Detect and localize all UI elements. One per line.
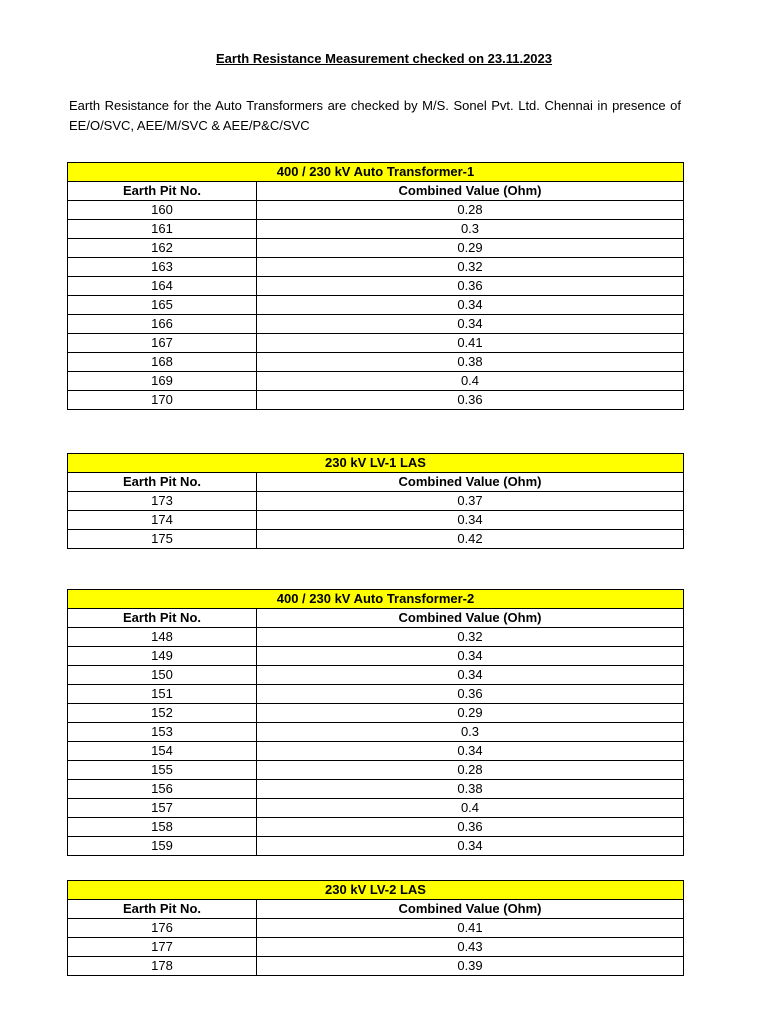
earth-pit-cell: 175 (68, 530, 257, 549)
table-row (68, 957, 684, 976)
table-row (68, 938, 684, 957)
table-row (68, 239, 684, 258)
table-row (68, 492, 684, 511)
combined-value-cell: 0.3 (257, 220, 684, 239)
table-row (68, 277, 684, 296)
table-header-row (68, 900, 684, 919)
combined-value-cell: 0.36 (257, 818, 684, 837)
earth-pit-cell: 158 (68, 818, 257, 837)
earth-pit-cell: 168 (68, 353, 257, 372)
combined-value-cell: 0.38 (257, 353, 684, 372)
earth-pit-cell: 148 (68, 628, 257, 647)
earth-pit-header: Earth Pit No. (68, 182, 257, 201)
earth-pit-cell: 152 (68, 704, 257, 723)
earth-pit-cell: 173 (68, 492, 257, 511)
combined-value-cell: 0.4 (257, 372, 684, 391)
measurement-table (67, 162, 684, 410)
combined-value-header: Combined Value (Ohm) (257, 609, 684, 628)
combined-value-cell: 0.34 (257, 837, 684, 856)
earth-pit-cell: 155 (68, 761, 257, 780)
table-row (68, 723, 684, 742)
combined-value-cell: 0.32 (257, 628, 684, 647)
combined-value-cell: 0.34 (257, 296, 684, 315)
table-row (68, 919, 684, 938)
earth-pit-cell: 154 (68, 742, 257, 761)
earth-pit-cell: 177 (68, 938, 257, 957)
table-header-row (68, 609, 684, 628)
table-row (68, 685, 684, 704)
earth-pit-cell: 178 (68, 957, 257, 976)
earth-pit-header: Earth Pit No. (68, 473, 257, 492)
table-caption-row (68, 590, 684, 609)
combined-value-cell: 0.42 (257, 530, 684, 549)
combined-value-header: Combined Value (Ohm) (257, 900, 684, 919)
combined-value-cell: 0.37 (257, 492, 684, 511)
earth-pit-header: Earth Pit No. (68, 609, 257, 628)
earth-pit-cell: 149 (68, 647, 257, 666)
earth-pit-cell: 167 (68, 334, 257, 353)
earth-pit-cell: 162 (68, 239, 257, 258)
table-row (68, 511, 684, 530)
table-row (68, 666, 684, 685)
earth-pit-cell: 150 (68, 666, 257, 685)
earth-pit-cell: 165 (68, 296, 257, 315)
combined-value-header: Combined Value (Ohm) (257, 182, 684, 201)
combined-value-cell: 0.41 (257, 334, 684, 353)
combined-value-cell: 0.43 (257, 938, 684, 957)
earth-pit-cell: 160 (68, 201, 257, 220)
combined-value-cell: 0.28 (257, 201, 684, 220)
combined-value-cell: 0.32 (257, 258, 684, 277)
table-caption: 230 kV LV-2 LAS (68, 881, 684, 900)
page-title: Earth Resistance Measurement checked on 23.11.2023 (215, 51, 552, 66)
earth-pit-cell: 151 (68, 685, 257, 704)
table-row (68, 258, 684, 277)
earth-pit-cell: 163 (68, 258, 257, 277)
earth-pit-cell: 166 (68, 315, 257, 334)
combined-value-cell: 0.34 (257, 315, 684, 334)
table-row (68, 353, 684, 372)
earth-pit-cell: 159 (68, 837, 257, 856)
measurement-table (67, 589, 684, 856)
combined-value-cell: 0.4 (257, 799, 684, 818)
combined-value-header: Combined Value (Ohm) (257, 473, 684, 492)
earth-pit-cell: 157 (68, 799, 257, 818)
earth-pit-cell: 170 (68, 391, 257, 410)
table-caption: 230 kV LV-1 LAS (68, 454, 684, 473)
combined-value-cell: 0.38 (257, 780, 684, 799)
table-row (68, 837, 684, 856)
combined-value-cell: 0.28 (257, 761, 684, 780)
combined-value-cell: 0.29 (257, 239, 684, 258)
earth-pit-cell: 153 (68, 723, 257, 742)
combined-value-cell: 0.41 (257, 919, 684, 938)
table-row (68, 220, 684, 239)
table-row (68, 818, 684, 837)
combined-value-cell: 0.3 (257, 723, 684, 742)
earth-pit-cell: 174 (68, 511, 257, 530)
earth-pit-cell: 176 (68, 919, 257, 938)
earth-pit-cell: 169 (68, 372, 257, 391)
table-row (68, 530, 684, 549)
combined-value-cell: 0.34 (257, 666, 684, 685)
intro-paragraph: Earth Resistance for the Auto Transformers are checked by M/S. Sonel Pvt. Ltd. Chennai in presence of EE/O/SVC, AEE/M/SVC & AEE/P&C/SVC (69, 98, 681, 133)
combined-value-cell: 0.29 (257, 704, 684, 723)
table-row (68, 315, 684, 334)
combined-value-cell: 0.39 (257, 957, 684, 976)
measurement-table (67, 880, 684, 976)
table-row (68, 296, 684, 315)
combined-value-cell: 0.34 (257, 511, 684, 530)
combined-value-cell: 0.36 (257, 277, 684, 296)
table-row (68, 201, 684, 220)
table-row (68, 704, 684, 723)
table-row (68, 647, 684, 666)
table-caption: 400 / 230 kV Auto Transformer-1 (68, 163, 684, 182)
table-caption: 400 / 230 kV Auto Transformer-2 (68, 590, 684, 609)
combined-value-cell: 0.36 (257, 391, 684, 410)
table-header-row (68, 182, 684, 201)
table-caption-row (68, 881, 684, 900)
table-row (68, 334, 684, 353)
table-row (68, 391, 684, 410)
table-caption-row (68, 163, 684, 182)
table-caption-row (68, 454, 684, 473)
earth-pit-cell: 161 (68, 220, 257, 239)
combined-value-cell: 0.34 (257, 742, 684, 761)
earth-pit-header: Earth Pit No. (68, 900, 257, 919)
combined-value-cell: 0.36 (257, 685, 684, 704)
table-row (68, 780, 684, 799)
table-row (68, 799, 684, 818)
table-header-row (68, 473, 684, 492)
earth-pit-cell: 164 (68, 277, 257, 296)
table-row (68, 628, 684, 647)
earth-pit-cell: 156 (68, 780, 257, 799)
combined-value-cell: 0.34 (257, 647, 684, 666)
measurement-table (67, 453, 684, 549)
table-row (68, 372, 684, 391)
table-row (68, 742, 684, 761)
table-row (68, 761, 684, 780)
